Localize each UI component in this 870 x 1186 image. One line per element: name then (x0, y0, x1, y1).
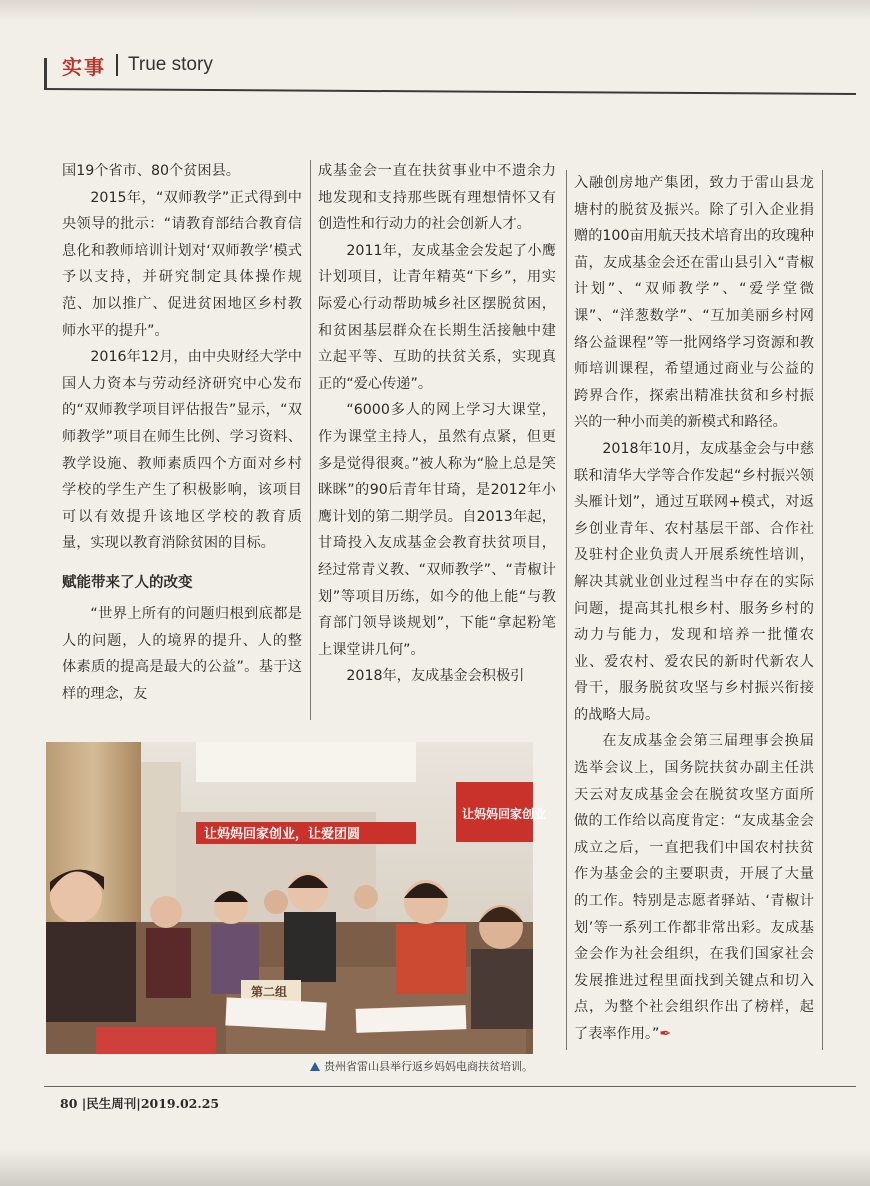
column-divider (566, 170, 567, 1050)
training-photo (46, 742, 547, 1054)
paragraph: 2011年，友成基金会发起了小鹰计划项目，让青年精英“下乡”，用实际爱心行动帮助城乡社区摆脱贫困，和贫困基层群众在长期生活接触中建立起平等、互助的扶贫关系，实现真正的“爱心传递”。 (318, 242, 556, 392)
header-rule (44, 88, 856, 95)
article-column-3 (574, 170, 814, 1048)
banner-right-text: 让妈妈回家创业 (462, 807, 547, 821)
column-divider (310, 160, 311, 720)
paragraph: 2016年12月，由中央财经大学中国人力资本与劳动经济研究中心发布的“双师教学项目评估报告”显示，“双师教学”项目在师生比例、学习资料、教学设施、教师素质四个方面对乡村学校的学生产生了积极影响，该项目可以有效提升该地区学校的教育质量，实现以教育消除贫困的目标。 (62, 349, 302, 552)
paragraph: “世界上所有的问题归根到底都是人的问题，人的境界的提升、人的整体素质的提高是最大的公益”。基于这样的理念，友 (62, 605, 302, 702)
paragraph: 2018年10月，友成基金会与中慈联和清华大学等合作发起“乡村振兴领头雁计划”，通过互联网+模式，对返乡创业青年、农村基层干部、合作社及驻村企业负责人开展系统性培训，解决其就业创业过程当中存在的实际问题，提高其扎根乡村、服务乡村的动力与能力，发现和培养一批懂农业、爱农村、爱农民的新时代新农人骨干，服务脱贫攻坚与乡村振兴衔接的战略大局。 (574, 440, 814, 723)
section-title-en: True story (128, 54, 213, 75)
page-footer: 80 |民生周刊|2019.02.25 (60, 1096, 220, 1111)
paragraph: 入融创房地产集团，致力于雷山县龙塘村的脱贫及振兴。除了引入企业捐赠的100亩用航天技术培育出的玫瑰种苗，友成基金会还在雷山县引入“青椒计划”、“双师教学”、“爱学堂微课”、“洋葱数学”、“互加美丽乡村网络公益课程”等一批网络学习资源和教师培训课程，希望通过商业与公益的跨界合作，探索出精准扶贫和乡村振兴的一种小而美的新模式和路径。 (574, 175, 814, 431)
subheading: 赋能带来了人的改变 (62, 574, 193, 591)
paragraph: 2015年，“双师教学”正式得到中央领导的批示：“请教育部结合教育信息化和教师培训计划对‘双师教学’模式予以支持，并研究制定具体操作规范、加以推广、促进贫困地区乡村教师水平的提升”。 (62, 189, 302, 339)
paragraph-text: 在友成基金会第三届理事会换届选举会议上，国务院扶贫办副主任洪天云对友成基金会在脱贫攻坚方面所做的工作给以高度肯定：“友成基金会成立之后，一直把我们中国农村扶贫作为基金会的主要职责，开展了大量的工作。特别是志愿者驿站、‘青椒计划’等一系列工作都非常出彩。友成基金会作为社会组织，在我们国家社会发展推进过程里面找到关键点和切入点，为整个社会组织作出了榜样，起了表率作用。” (574, 733, 814, 1042)
paragraph: 成基金会一直在扶贫事业中不遗余力地发现和支持那些既有理想情怀又有创造性和行动力的社会创新人才。 (318, 163, 556, 233)
paragraph: 2018年，友成基金会积极引 (346, 668, 525, 685)
footer-rule (44, 1086, 856, 1087)
caption-text: 贵州省雷山县举行返乡妈妈电商扶贫培训。 (324, 1060, 533, 1073)
caption-triangle-icon (310, 1062, 320, 1071)
article-column-2 (318, 158, 556, 690)
section-header (62, 48, 213, 82)
page-top-shadow (0, 0, 870, 22)
section-title-cn: 实事 (62, 54, 106, 79)
author-signature-mark: ✒ (659, 1026, 672, 1042)
article-column-1 (62, 158, 302, 707)
paragraph (574, 728, 814, 1047)
photo-caption (310, 1058, 533, 1074)
header-left-rule (44, 58, 47, 90)
header-separator (116, 54, 118, 76)
paragraph: 国19个省市、80个贫困县。 (62, 163, 240, 179)
photo-illustration (46, 742, 547, 1054)
page-bottom-shadow (0, 1148, 870, 1186)
paragraph: “6000多人的网上学习大课堂，作为课堂主持人，虽然有点紧，但更多是觉得很爽。”被人称为“脸上总是笑眯眯”的90后青年甘琦，是2012年小鹰计划的第二期学员。自2013年起，甘琦投入友成基金会教育扶贫项目，经过常青义教、“双师教学”、“青椒计划”等项目历练，如今的他上能“与教育部门领导谈规划”，下能“拿起粉笔上课堂讲几何”。 (318, 402, 556, 658)
table-group-sign: 第二组 (251, 985, 288, 999)
column-divider (822, 170, 823, 1050)
banner-left-text: 让妈妈回家创业，让爱团圆 (204, 827, 361, 842)
